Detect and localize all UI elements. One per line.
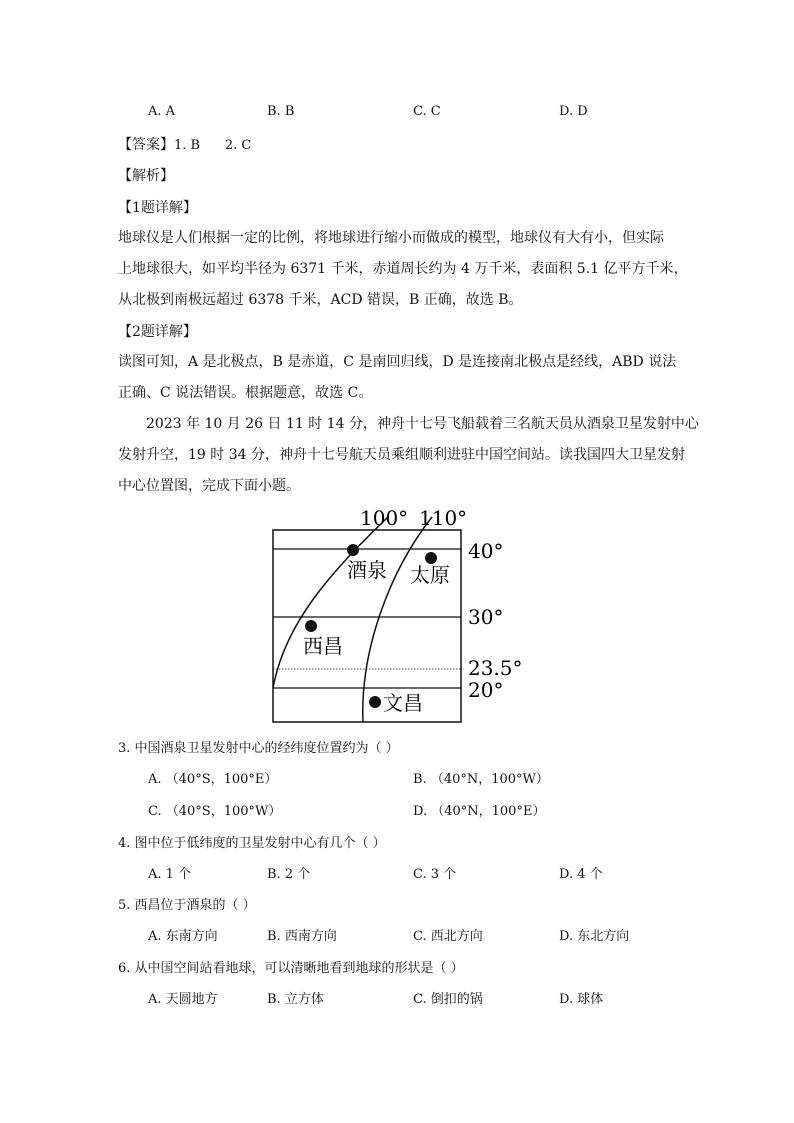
wenchang-marker: [369, 696, 381, 708]
longitude-label-100: 100°: [360, 506, 409, 530]
question-6-option-d[interactable]: D. 球体: [559, 992, 604, 1007]
longitude-100-curve: [273, 517, 388, 688]
jiuquan-label: 酒泉: [347, 558, 387, 582]
q1-detail-line: 从北极到南极远超过 6378 千米，ACD 错误，B 正确，故选 B。: [118, 292, 523, 308]
intro-line: 发射升空，19 时 34 分，神舟十七号航天员乘组顺利进驻中国空间站。读我国四大卫星发射: [118, 447, 685, 463]
question-6-option-c[interactable]: C. 倒扣的锅: [413, 992, 483, 1007]
latitude-label-30: 30°: [468, 605, 504, 629]
question-3-stem: 3. 中国酒泉卫星发射中心的经纬度位置约为（ ）: [118, 741, 399, 756]
latitude-label-23-5: 23.5°: [468, 656, 523, 680]
xichang-marker: [305, 620, 317, 632]
question-6-option-b[interactable]: B. 立方体: [267, 992, 324, 1007]
longitude-label-110: 110°: [419, 506, 468, 530]
q1-detail-line: 地球仪是人们根据一定的比例，将地球进行缩小而做成的模型，地球仪有大有小，但实际: [118, 230, 664, 246]
q2-detail-line: 读图可知，A 是北极点，B 是赤道，C 是南回归线，D 是连接南北极点是经线，ABD 说法: [118, 354, 677, 370]
question-6-stem: 6. 从中国空间站看地球，可以清晰地看到地球的形状是（ ）: [118, 961, 464, 976]
question-6-option-a[interactable]: A. 天圆地方: [148, 992, 218, 1007]
question-3-option-a[interactable]: A. （40°S，100°E）: [148, 772, 278, 787]
latitude-label-40: 40°: [468, 539, 504, 563]
wenchang-label: 文昌: [383, 691, 423, 715]
prev-option-c: C. C: [413, 104, 441, 119]
question-5-option-b[interactable]: B. 西南方向: [267, 929, 337, 944]
prev-option-b: B. B: [267, 104, 295, 119]
question-3-option-d[interactable]: D. （40°N，100°E）: [413, 804, 546, 819]
launch-centers-map: [260, 503, 523, 728]
q2-detail-heading: 【2题详解】: [118, 324, 197, 340]
taiyuan-label: 太原: [410, 563, 450, 587]
question-5-option-c[interactable]: C. 西北方向: [413, 929, 483, 944]
question-5-option-d[interactable]: D. 东北方向: [559, 929, 630, 944]
jiuquan-marker: [347, 544, 359, 556]
latitude-label-20: 20°: [468, 678, 504, 702]
question-3-option-c[interactable]: C. （40°S，100°W）: [148, 804, 282, 819]
intro-line: 中心位置图，完成下面小题。: [118, 478, 300, 494]
answer-line: [118, 134, 251, 154]
xichang-label: 西昌: [303, 634, 343, 658]
q1-detail-heading: 【1题详解】: [118, 200, 197, 216]
question-5-option-a[interactable]: A. 东南方向: [148, 929, 218, 944]
question-4-option-d[interactable]: D. 4 个: [559, 867, 603, 882]
prev-option-d: D. D: [559, 104, 588, 119]
q1-detail-line: 上地球很大，如平均半径为 6371 千米，赤道周长约为 4 万千米，表面积 5.1 亿平方千米，: [118, 261, 688, 277]
question-4-option-a[interactable]: A. 1 个: [148, 867, 192, 882]
question-3-option-b[interactable]: B. （40°N，100°W）: [413, 772, 549, 787]
question-4-option-c[interactable]: C. 3 个: [413, 867, 457, 882]
intro-line: 2023 年 10 月 26 日 11 时 14 分，神舟十七号飞船载着三名航天员从酒泉卫星发射中心: [146, 416, 699, 432]
answer-label: 【答案】: [118, 137, 174, 153]
answer-values: 1. B 2. C: [174, 138, 252, 153]
q2-detail-line: 正确、C 说法错误。根据题意，故选 C。: [118, 385, 373, 401]
question-4-stem: 4. 图中位于低纬度的卫星发射中心有几个（ ）: [118, 836, 386, 851]
analysis-label: 【解析】: [118, 168, 174, 184]
question-5-stem: 5. 西昌位于酒泉的（ ）: [118, 898, 256, 913]
prev-option-a: A. A: [148, 104, 176, 119]
question-4-option-b[interactable]: B. 2 个: [267, 867, 311, 882]
